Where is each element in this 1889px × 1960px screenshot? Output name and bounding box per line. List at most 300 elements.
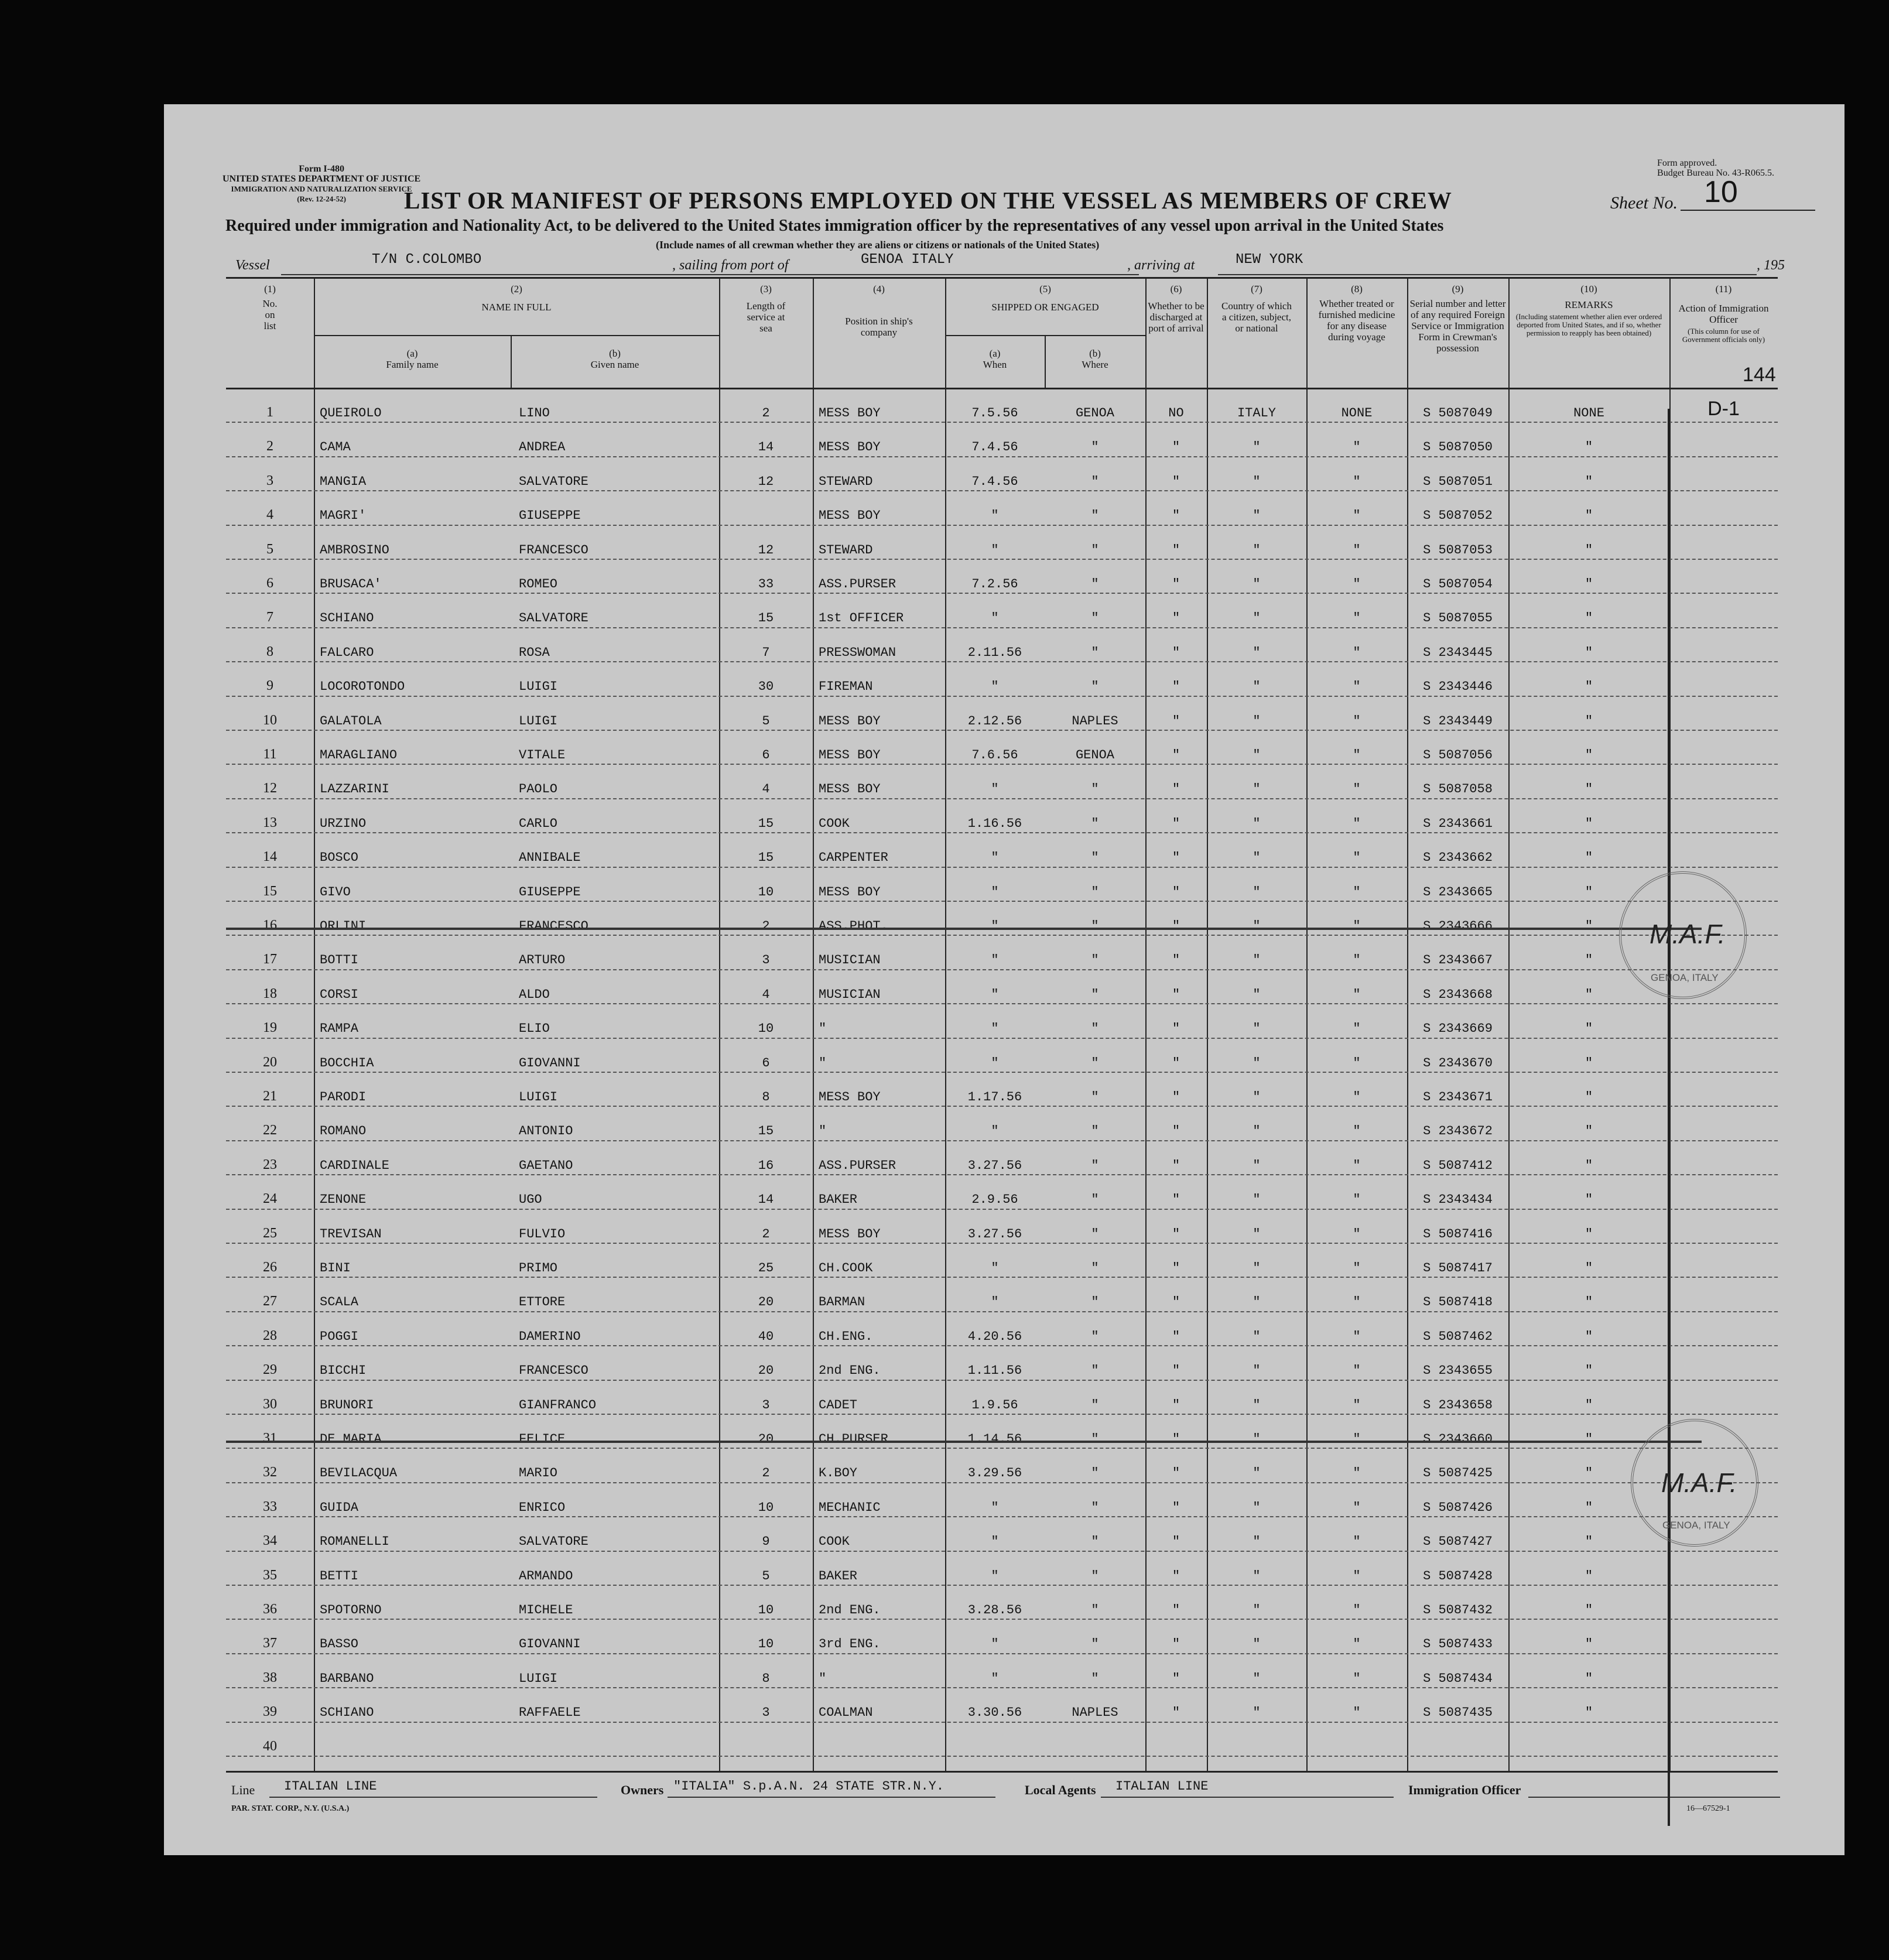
cell-given: GIOVANNI xyxy=(519,1055,581,1070)
cell-country: " xyxy=(1253,1261,1261,1275)
cell-family: RAMPA xyxy=(320,1021,359,1037)
cell-country: " xyxy=(1253,987,1261,1002)
cell-family: QUEIROLO xyxy=(320,406,382,420)
subtitle-note: (Include names of all crewman whether they are aliens or citizens or nationals of the United States) xyxy=(656,239,1100,251)
cell-given: GIANFRANCO xyxy=(519,1397,597,1412)
cell-position: MESS BOY xyxy=(819,508,881,524)
cell-where: " xyxy=(1091,1261,1099,1275)
cell-when: 7.4.56 xyxy=(971,440,1018,455)
cell-when: 7.2.56 xyxy=(971,577,1018,591)
cell-length: 30 xyxy=(758,679,774,695)
cell-length: 10 xyxy=(758,1637,774,1652)
cell-medicine: " xyxy=(1353,1500,1361,1515)
printer-mark: PAR. STAT. CORP., N.Y. (U.S.A.) xyxy=(231,1804,350,1813)
owners-label: Owners xyxy=(621,1783,664,1797)
line-value: ITALIAN LINE xyxy=(284,1779,377,1794)
year-label: , 195 xyxy=(1757,258,1785,273)
cell-medicine: " xyxy=(1353,542,1361,557)
cell-serial: S 5087055 xyxy=(1423,611,1493,626)
cell-where: " xyxy=(1091,679,1099,695)
owners-value: "ITALIA" S.p.A.N. 24 STATE STR.N.Y. xyxy=(673,1779,944,1794)
cell-family: BETTI xyxy=(320,1568,359,1583)
cell-where: " xyxy=(1091,1671,1099,1686)
cell-discharged: " xyxy=(1172,611,1180,626)
cell-length: 15 xyxy=(758,850,774,866)
cell-discharged: " xyxy=(1172,1568,1180,1583)
cell-family: URZINO xyxy=(320,816,367,831)
cell-country: " xyxy=(1253,679,1261,695)
cell-remarks: " xyxy=(1585,1261,1593,1275)
cell-length: 7 xyxy=(762,645,770,660)
cell-discharged: " xyxy=(1172,508,1180,524)
cell-no: 31 xyxy=(263,1431,277,1446)
cell-family: SCHIANO xyxy=(320,611,374,626)
form-number: Form I-480 xyxy=(299,164,344,174)
cell-remarks: " xyxy=(1585,782,1593,797)
cell-medicine: " xyxy=(1353,1568,1361,1583)
cell-given: ANDREA xyxy=(519,440,566,455)
cell-position: MESS BOY xyxy=(819,1226,881,1241)
cell-where: " xyxy=(1091,1397,1099,1412)
cell-remarks: " xyxy=(1585,440,1593,455)
cell-when: " xyxy=(991,508,999,524)
cell-discharged: " xyxy=(1172,884,1180,899)
col-no-header: (1) No. on list xyxy=(262,283,278,331)
cell-length: 5 xyxy=(762,713,770,728)
cell-when: " xyxy=(991,1671,999,1686)
col-discharged-header: (6) Whether to be discharged at port of arrival xyxy=(1148,283,1204,334)
table-row xyxy=(226,424,1778,458)
table-row xyxy=(226,1484,1778,1518)
cell-where: GENOA xyxy=(1075,748,1114,762)
cell-discharged: " xyxy=(1172,850,1180,866)
cell-where: " xyxy=(1091,1124,1099,1139)
cell-remarks: " xyxy=(1585,508,1593,524)
table-row xyxy=(226,1655,1778,1689)
cell-given: PRIMO xyxy=(519,1261,558,1275)
cell-given: SALVATORE xyxy=(519,611,588,626)
cell-position: CH.COOK xyxy=(819,1261,873,1275)
table-row xyxy=(226,834,1778,868)
cell-no: 8 xyxy=(266,644,273,659)
cell-where: " xyxy=(1091,816,1099,831)
cell-no: 40 xyxy=(263,1738,277,1754)
cell-no: 26 xyxy=(263,1260,277,1275)
cell-medicine: " xyxy=(1353,1295,1361,1310)
cell-family: ZENONE xyxy=(320,1192,367,1208)
cell-length: 14 xyxy=(758,1192,774,1208)
table-row xyxy=(226,492,1778,526)
cell-when: 3.28.56 xyxy=(967,1603,1022,1617)
cell-no: 24 xyxy=(263,1191,277,1207)
cell-family: BICCHI xyxy=(320,1363,367,1379)
table-row xyxy=(226,595,1778,629)
cell-position: BAKER xyxy=(819,1568,858,1583)
owners-underline xyxy=(668,1797,995,1798)
cell-medicine: " xyxy=(1353,1466,1361,1481)
cell-discharged: " xyxy=(1172,1603,1180,1617)
cell-position: MESS BOY xyxy=(819,713,881,728)
cell-family: BEVILACQUA xyxy=(320,1466,398,1481)
cell-discharged: " xyxy=(1172,1090,1180,1104)
cell-length: 10 xyxy=(758,1500,774,1515)
strike-through-line xyxy=(226,928,1702,930)
cell-discharged: " xyxy=(1172,1637,1180,1652)
cell-position: STEWARD xyxy=(819,542,873,557)
cell-medicine: " xyxy=(1353,1021,1361,1037)
cell-given: GIOVANNI xyxy=(519,1637,581,1652)
cell-no: 19 xyxy=(263,1020,277,1036)
cell-remarks: " xyxy=(1585,1466,1593,1481)
cell-given: ENRICO xyxy=(519,1500,566,1515)
cell-serial: S 2343668 xyxy=(1423,987,1493,1002)
cell-when: 2.9.56 xyxy=(971,1192,1018,1208)
cell-family: ORLINI xyxy=(320,919,367,933)
cell-country: " xyxy=(1253,1534,1261,1549)
cell-family: LAZZARINI xyxy=(320,782,389,797)
cell-no: 12 xyxy=(263,781,277,796)
sailing-underline xyxy=(814,274,1139,275)
cell-discharged: " xyxy=(1172,440,1180,455)
cell-no: 35 xyxy=(263,1567,277,1583)
cell-remarks: " xyxy=(1585,953,1593,968)
cell-discharged: " xyxy=(1172,1226,1180,1241)
cell-no: 17 xyxy=(263,952,277,967)
cell-position: CARPENTER xyxy=(819,850,888,866)
cell-length: 10 xyxy=(758,1603,774,1617)
cell-country: " xyxy=(1253,645,1261,660)
cell-where: " xyxy=(1091,1329,1099,1344)
cell-position: 1st OFFICER xyxy=(819,611,904,626)
cell-serial: S 5087049 xyxy=(1423,406,1493,420)
cell-given: ELIO xyxy=(519,1021,550,1037)
cell-when: " xyxy=(991,1534,999,1549)
cell-no: 20 xyxy=(263,1054,277,1070)
cell-position: MESS BOY xyxy=(819,782,881,797)
cell-length: 8 xyxy=(762,1090,770,1104)
cell-remarks: " xyxy=(1585,1671,1593,1686)
cell-serial: S 2343655 xyxy=(1423,1363,1493,1379)
cell-medicine: " xyxy=(1353,1397,1361,1412)
cell-where: " xyxy=(1091,1158,1099,1173)
cell-where: " xyxy=(1091,1090,1099,1104)
cell-country: " xyxy=(1253,919,1261,933)
cell-when: " xyxy=(991,1124,999,1139)
cell-position: CADET xyxy=(819,1397,858,1412)
cell-where: " xyxy=(1091,542,1099,557)
cell-no: 34 xyxy=(263,1533,277,1549)
cell-serial: S 2343665 xyxy=(1423,884,1493,899)
cell-medicine: " xyxy=(1353,884,1361,899)
cell-remarks: " xyxy=(1585,1603,1593,1617)
cell-family: MARAGLIANO xyxy=(320,748,398,762)
cell-no: 5 xyxy=(266,541,273,557)
cell-remarks: " xyxy=(1585,1021,1593,1037)
line-label: Line xyxy=(231,1783,255,1797)
cell-medicine: " xyxy=(1353,816,1361,831)
cell-country: " xyxy=(1253,1568,1261,1583)
cell-serial: S 5087416 xyxy=(1423,1226,1493,1241)
cell-length: 3 xyxy=(762,953,770,968)
cell-given: LUIGI xyxy=(519,679,558,695)
arriving-underline xyxy=(1218,274,1757,275)
cell-family: BRUSACA' xyxy=(320,577,382,591)
cell-given: DAMERINO xyxy=(519,1329,581,1344)
cell-length: 12 xyxy=(758,474,774,489)
cell-given: FRANCESCO xyxy=(519,919,588,933)
cell-medicine: " xyxy=(1353,1192,1361,1208)
cell-serial: S 2343670 xyxy=(1423,1055,1493,1070)
cell-discharged: " xyxy=(1172,1705,1180,1720)
table-row xyxy=(226,459,1778,492)
cell-position: COOK xyxy=(819,816,850,831)
cell-given: VITALE xyxy=(519,748,566,762)
cell-family: ROMANO xyxy=(320,1124,367,1139)
cell-where: " xyxy=(1091,611,1099,626)
cell-when: 4.20.56 xyxy=(967,1329,1022,1344)
cell-country: " xyxy=(1253,1124,1261,1139)
cell-discharged: " xyxy=(1172,1432,1180,1446)
cell-when: " xyxy=(991,1500,999,1515)
cell-medicine: " xyxy=(1353,1432,1361,1446)
cell-medicine: " xyxy=(1353,611,1361,626)
cell-family: AMBROSINO xyxy=(320,542,389,557)
cell-length: 14 xyxy=(758,440,774,455)
cell-position: 2nd ENG. xyxy=(819,1363,881,1379)
cell-serial: S 2343669 xyxy=(1423,1021,1493,1037)
cell-when: " xyxy=(991,782,999,797)
cell-medicine: " xyxy=(1353,748,1361,762)
table-row xyxy=(226,1347,1778,1381)
cell-no: 29 xyxy=(263,1362,277,1378)
cell-where: " xyxy=(1091,919,1099,933)
cell-discharged: " xyxy=(1172,953,1180,968)
cell-given: UGO xyxy=(519,1192,542,1208)
cell-where: " xyxy=(1091,782,1099,797)
cell-position: MESS BOY xyxy=(819,440,881,455)
cell-no: 11 xyxy=(263,747,277,762)
cell-family: POGGI xyxy=(320,1329,359,1344)
cell-when: 7.6.56 xyxy=(971,748,1018,762)
cell-when: " xyxy=(991,542,999,557)
cell-serial: S 2343672 xyxy=(1423,1124,1493,1139)
cell-serial: S 2343434 xyxy=(1423,1192,1493,1208)
cell-when: " xyxy=(991,1295,999,1310)
cell-remarks: " xyxy=(1585,987,1593,1002)
cell-discharged: " xyxy=(1172,1329,1180,1344)
table-row xyxy=(226,1143,1778,1176)
cell-position: MECHANIC xyxy=(819,1500,881,1515)
cell-when: 7.5.56 xyxy=(971,406,1018,420)
cell-given: ANNIBALE xyxy=(519,850,581,866)
cell-country: " xyxy=(1253,884,1261,899)
cell-discharged: " xyxy=(1172,1021,1180,1037)
cell-discharged: " xyxy=(1172,1055,1180,1070)
cell-serial: S 5087432 xyxy=(1423,1603,1493,1617)
cell-medicine: " xyxy=(1353,679,1361,695)
cell-remarks: " xyxy=(1585,1192,1593,1208)
cell-given: RAFFAELE xyxy=(519,1705,581,1720)
cell-country: " xyxy=(1253,1466,1261,1481)
consulate-stamp-top: M.A.F. GENOA, ITALY xyxy=(1619,871,1747,999)
col-shipped-header: (5) SHIPPED OR ENGAGED xyxy=(991,283,1099,313)
cell-length: 33 xyxy=(758,577,774,591)
manifest-sheet xyxy=(164,104,1844,1855)
cell-serial: S 5087428 xyxy=(1423,1568,1493,1583)
cell-medicine: " xyxy=(1353,1090,1361,1104)
cell-when: " xyxy=(991,850,999,866)
cell-serial: S 2343662 xyxy=(1423,850,1493,866)
cell-remarks: " xyxy=(1585,1363,1593,1379)
cell-remarks: " xyxy=(1585,1397,1593,1412)
cell-country: " xyxy=(1253,1192,1261,1208)
cell-length: 3 xyxy=(762,1397,770,1412)
col-name-header: (2) NAME IN FULL xyxy=(481,283,552,313)
cell-remarks: " xyxy=(1585,679,1593,695)
cell-length: 5 xyxy=(762,1568,770,1583)
cell-no: 4 xyxy=(266,507,273,523)
cell-position: CH.ENG. xyxy=(819,1329,873,1344)
cell-position: ASS.PURSER xyxy=(819,577,896,591)
cell-where: " xyxy=(1091,884,1099,899)
cell-remarks: " xyxy=(1585,1055,1593,1070)
col-given-header: (b) Given name xyxy=(590,348,639,370)
vessel-name: T/N C.COLOMBO xyxy=(372,252,482,268)
cell-length: 20 xyxy=(758,1363,774,1379)
cell-remarks: " xyxy=(1585,1568,1593,1583)
cell-where: GENOA xyxy=(1075,406,1114,420)
cell-remarks: " xyxy=(1585,884,1593,899)
cell-discharged: " xyxy=(1172,474,1180,489)
agency-service: IMMIGRATION AND NATURALIZATION SERVICE xyxy=(231,184,412,193)
agents-label: Local Agents xyxy=(1025,1783,1096,1797)
cell-medicine: " xyxy=(1353,1261,1361,1275)
cell-length: 16 xyxy=(758,1158,774,1173)
col-when-header: (a) When xyxy=(983,348,1007,370)
table-row xyxy=(226,1382,1778,1416)
cell-family: BARBANO xyxy=(320,1671,374,1686)
cell-length: 10 xyxy=(758,884,774,899)
cell-length: 15 xyxy=(758,816,774,831)
cell-given: FELICE xyxy=(519,1432,566,1446)
table-row xyxy=(226,1040,1778,1074)
cell-position: ASS.PHOT. xyxy=(819,919,888,933)
cell-no: 14 xyxy=(263,849,277,865)
cell-family: GUIDA xyxy=(320,1500,359,1515)
cell-country: " xyxy=(1253,1055,1261,1070)
sheet-no-label: Sheet No. xyxy=(1610,193,1678,213)
col-action-header: (11) Action of Immigration Officer (This column for use of Government officials only) xyxy=(1678,283,1769,344)
table-row xyxy=(226,1279,1778,1313)
cell-when: " xyxy=(991,1021,999,1037)
cell-remarks: " xyxy=(1585,611,1593,626)
col-family-header: (a) Family name xyxy=(386,348,439,370)
cell-remarks: " xyxy=(1585,1705,1593,1720)
cell-position: MESS BOY xyxy=(819,748,881,762)
cell-country: " xyxy=(1253,1637,1261,1652)
cell-when: 3.30.56 xyxy=(967,1705,1022,1720)
cell-length: 2 xyxy=(762,406,770,420)
cell-country: " xyxy=(1253,850,1261,866)
table-row xyxy=(226,1724,1778,1758)
cell-remarks: " xyxy=(1585,645,1593,660)
cell-discharged: " xyxy=(1172,645,1180,660)
officer-label: Immigration Officer xyxy=(1408,1783,1521,1797)
cell-position: PRESSWOMAN xyxy=(819,645,896,660)
cell-position: CH.PURSER xyxy=(819,1432,888,1446)
form-code: 16—67529-1 xyxy=(1686,1804,1730,1813)
cell-where: " xyxy=(1091,1637,1099,1652)
cell-when: 1.11.56 xyxy=(967,1363,1022,1379)
cell-serial: S 5087056 xyxy=(1423,748,1493,762)
cell-family: GIVO xyxy=(320,884,351,899)
cell-no: 1 xyxy=(266,405,273,420)
cell-given: LUIGI xyxy=(519,1671,558,1686)
sheet-no-underline xyxy=(1681,210,1815,211)
cell-medicine: " xyxy=(1353,1637,1361,1652)
cell-country: " xyxy=(1253,1432,1261,1446)
cell-serial: S 2343658 xyxy=(1423,1397,1493,1412)
cell-family: DE MARIA xyxy=(320,1432,382,1446)
cell-remarks: " xyxy=(1585,474,1593,489)
cell-given: GAETANO xyxy=(519,1158,573,1173)
cell-family: CARDINALE xyxy=(320,1158,389,1173)
cell-when: 2.11.56 xyxy=(967,645,1022,660)
cell-discharged: " xyxy=(1172,679,1180,695)
cell-remarks: " xyxy=(1585,542,1593,557)
table-row xyxy=(226,527,1778,561)
cell-where: " xyxy=(1091,1500,1099,1515)
cell-discharged: " xyxy=(1172,1124,1180,1139)
table-row xyxy=(226,1689,1778,1723)
cell-when: " xyxy=(991,1637,999,1652)
cell-given: ANTONIO xyxy=(519,1124,573,1139)
sheet-no-value: 10 xyxy=(1704,175,1738,209)
cell-medicine: " xyxy=(1353,1055,1361,1070)
cell-length: 9 xyxy=(762,1534,770,1549)
table-row xyxy=(226,1553,1778,1587)
cell-country: " xyxy=(1253,440,1261,455)
cell-country: " xyxy=(1253,713,1261,728)
cell-medicine: " xyxy=(1353,953,1361,968)
cell-where: " xyxy=(1091,987,1099,1002)
agents-underline xyxy=(1101,1797,1394,1798)
table-row xyxy=(226,972,1778,1005)
cell-discharged: " xyxy=(1172,816,1180,831)
cell-when: 3.27.56 xyxy=(967,1226,1022,1241)
cell-position: 2nd ENG. xyxy=(819,1603,881,1617)
cell-when: 3.29.56 xyxy=(967,1466,1022,1481)
cell-no: 18 xyxy=(263,986,277,1001)
cell-family: PARODI xyxy=(320,1090,367,1104)
cell-no: 21 xyxy=(263,1089,277,1104)
cell-family: SCHIANO xyxy=(320,1705,374,1720)
cell-serial: S 5087435 xyxy=(1423,1705,1493,1720)
cell-length: 25 xyxy=(758,1261,774,1275)
cell-when: 1.16.56 xyxy=(967,816,1022,831)
cell-family: BINI xyxy=(320,1261,351,1275)
cell-family: MANGIA xyxy=(320,474,367,489)
cell-medicine: " xyxy=(1353,1329,1361,1344)
cell-no: 36 xyxy=(263,1602,277,1617)
cell-no: 13 xyxy=(263,815,277,830)
vessel-underline xyxy=(281,274,831,275)
cell-serial: S 5087053 xyxy=(1423,542,1493,557)
table-row xyxy=(226,903,1778,937)
cell-remarks: " xyxy=(1585,919,1593,933)
cell-length: 4 xyxy=(762,782,770,797)
cell-serial: S 5087433 xyxy=(1423,1637,1493,1652)
